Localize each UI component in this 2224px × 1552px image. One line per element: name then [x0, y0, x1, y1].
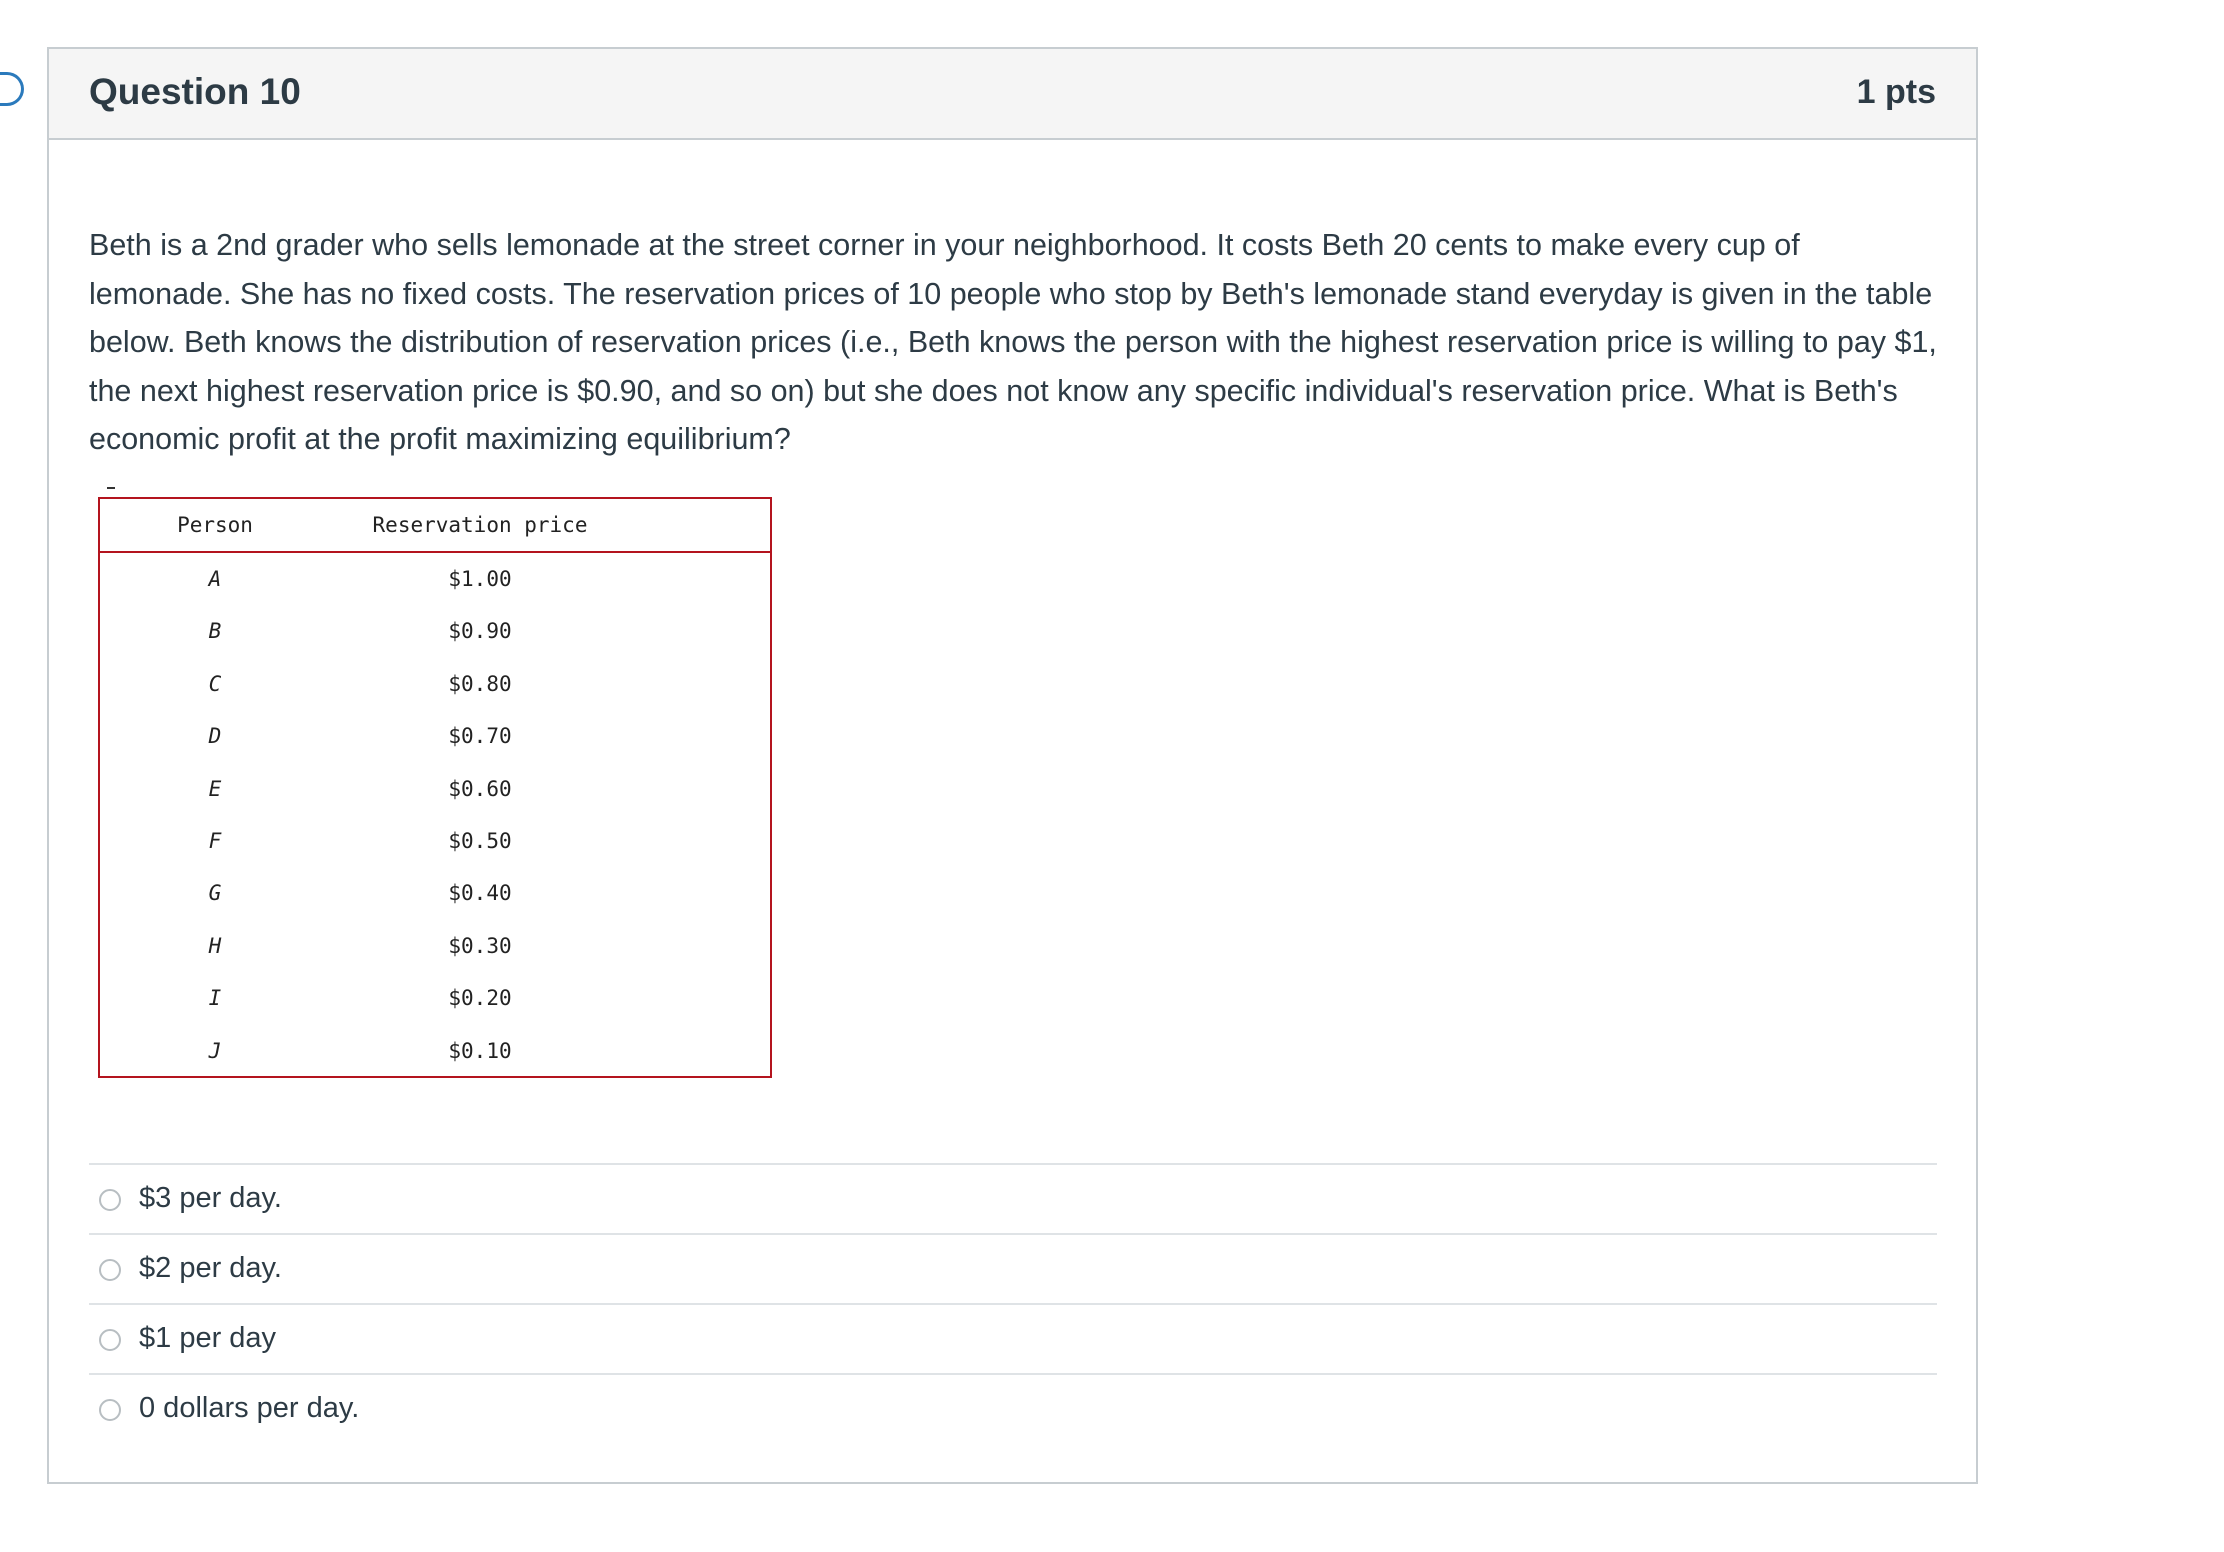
price-cell: $0.40 [448, 881, 512, 906]
question-flag-icon[interactable] [0, 72, 24, 106]
radio-button[interactable] [99, 1329, 121, 1351]
price-cell: $0.60 [448, 776, 512, 801]
person-cell: C [208, 671, 222, 696]
person-cell: B [208, 619, 222, 644]
person-cell: H [208, 933, 222, 958]
answer-label: $1 per day [139, 1322, 277, 1354]
person-cell: J [208, 1038, 222, 1063]
price-cell: $0.10 [448, 1038, 512, 1063]
table-row [100, 972, 770, 1024]
question-title: Question 10 [89, 71, 301, 112]
person-cell: G [208, 881, 222, 906]
answer-option[interactable] [89, 1163, 1937, 1233]
question-text: Beth is a 2nd grader who sells lemonade at the street corner in your neighborhood. It costs Beth 20 cents to make every cup of lemonade. She has no fixed costs. The reservation prices of 10 people who stop by Beth's lemonade stand everyday is given in the table below. Beth knows the distribution of reservation prices (i.e., Beth knows the person with the highest reservation price is willing to pay $1, the next highest reservation price is $0.90, and so on) but she does not know any specific individual's reservation price. What is Beth's economic profit at the profit maximizing equilibrium? [89, 228, 1937, 456]
table-row [100, 867, 770, 919]
price-cell: $0.20 [448, 986, 512, 1011]
person-cell: D [208, 724, 222, 749]
price-cell: $1.00 [448, 567, 512, 591]
answer-option[interactable] [89, 1233, 1937, 1303]
price-cell: $0.70 [448, 724, 512, 749]
radio-button[interactable] [99, 1189, 121, 1211]
table-row [100, 815, 770, 867]
table-row [100, 1025, 770, 1077]
price-cell: $0.90 [448, 619, 512, 644]
person-cell: A [208, 567, 222, 591]
question-points: 1 pts [1856, 73, 1936, 111]
price-cell: $0.30 [448, 933, 512, 958]
answer-option[interactable] [89, 1303, 1937, 1373]
person-cell: E [208, 776, 222, 801]
table-row [100, 553, 770, 605]
answer-list [89, 1163, 1937, 1443]
table-header-person: Person [177, 513, 253, 537]
table-row [100, 763, 770, 815]
table-header-price: Reservation price [372, 513, 588, 537]
price-cell: $0.50 [448, 829, 512, 853]
question-card [47, 47, 1978, 1484]
answer-label: $3 per day. [139, 1182, 282, 1214]
table-row [100, 605, 770, 657]
radio-button[interactable] [99, 1399, 121, 1421]
table-row [100, 710, 770, 762]
table-row [100, 658, 770, 710]
answer-label: $2 per day. [139, 1252, 282, 1284]
person-cell: I [208, 986, 222, 1011]
question-header [49, 49, 1976, 140]
person-cell: F [208, 829, 222, 853]
radio-button[interactable] [99, 1259, 121, 1281]
table-header-row [100, 499, 770, 553]
price-cell: $0.80 [448, 671, 512, 696]
table-caption-mark [107, 487, 115, 489]
table-row [100, 920, 770, 972]
answer-label: 0 dollars per day. [139, 1392, 360, 1424]
reservation-price-table [98, 497, 772, 1078]
answer-option[interactable] [89, 1373, 1937, 1443]
